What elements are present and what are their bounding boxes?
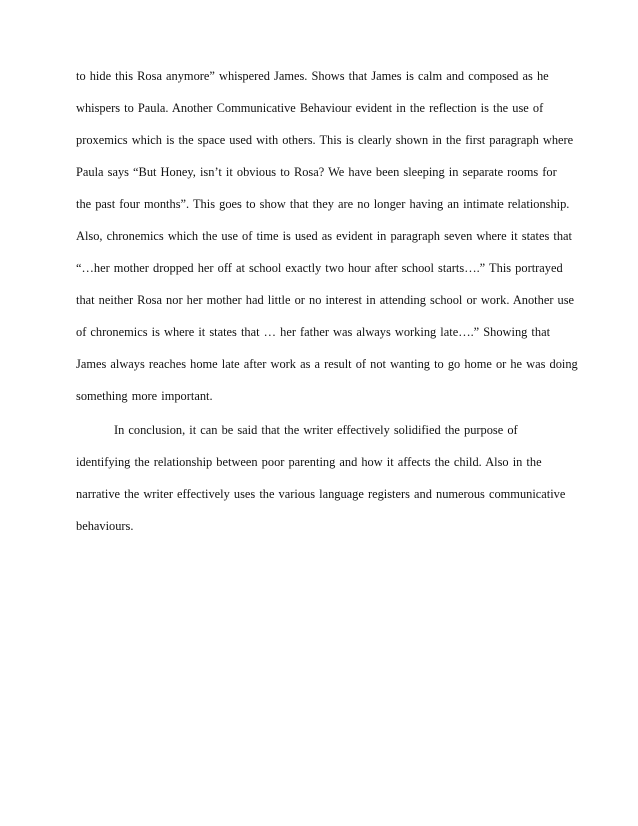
- paragraph-line: proxemics which is the space used with others. This is clearly shown in the first paragraph where: [76, 133, 574, 147]
- paragraph-line: James always reaches home late after work as a result of not wanting to go home or he was doing: [76, 357, 578, 371]
- paragraph-line: something more important.: [76, 389, 213, 403]
- paragraph-line: to hide this Rosa anymore” whispered James. Shows that James is calm and composed as he: [76, 69, 549, 83]
- paragraph-line: of chronemics is where it states that … her father was always working late….” Showing that: [76, 325, 551, 339]
- paragraph-line: Also, chronemics which the use of time is used as evident in paragraph seven where it states that: [76, 229, 572, 243]
- paragraph-line: whispers to Paula. Another Communicative Behaviour evident in the reflection is the use of: [76, 101, 544, 115]
- paragraph-line: “…her mother dropped her off at school exactly two hour after school starts….” This portrayed: [76, 261, 563, 275]
- paragraph-line: Paula says “But Honey, isn’t it obvious to Rosa? We have been sleeping in separate rooms for: [76, 165, 557, 179]
- paragraph-line: narrative the writer effectively uses the various language registers and numerous communicative: [76, 487, 566, 501]
- paragraph-line: that neither Rosa nor her mother had little or no interest in attending school or work. Another use: [76, 293, 575, 307]
- paragraph-line: the past four months”. This goes to show that they are no longer having an intimate relationship.: [76, 197, 570, 211]
- paragraph-line: behaviours.: [76, 519, 134, 533]
- paragraph-line: In conclusion, it can be said that the writer effectively solidified the purpose of: [114, 423, 518, 437]
- paragraph-line: identifying the relationship between poor parenting and how it affects the child. Also in the: [76, 455, 542, 469]
